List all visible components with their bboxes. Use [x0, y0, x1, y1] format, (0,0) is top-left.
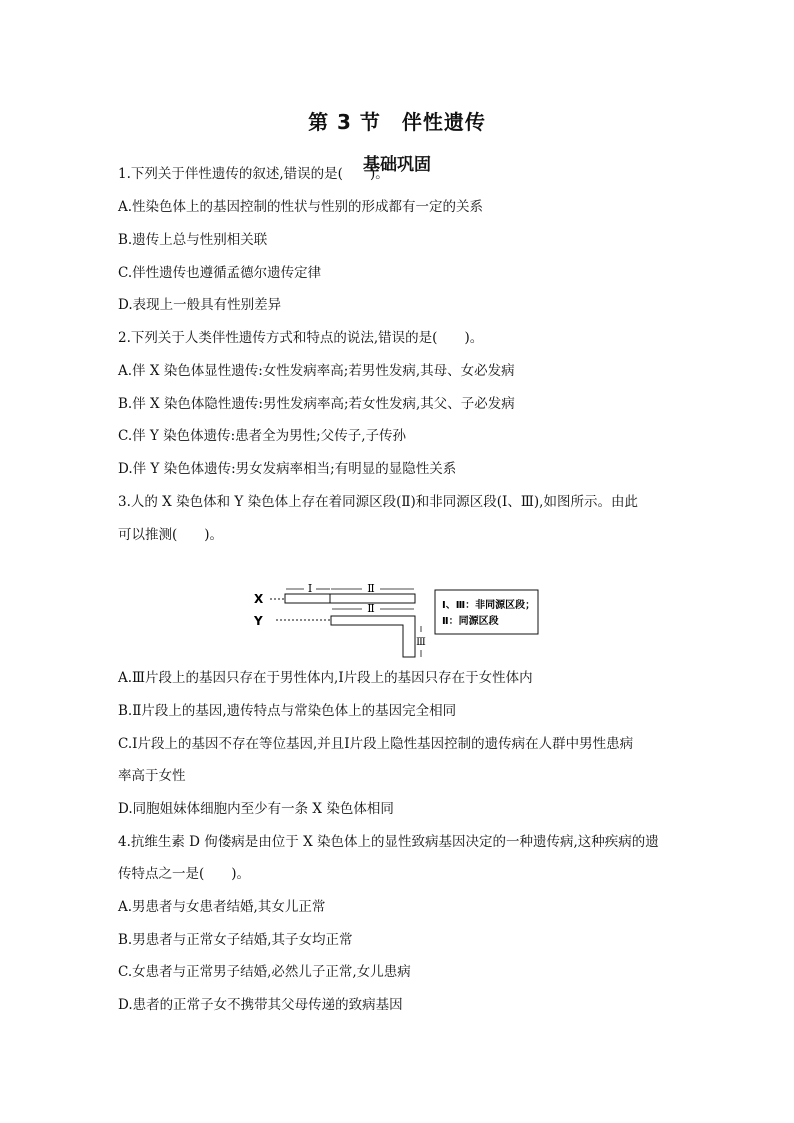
q1-option-b: B.遗传上总与性别相关联 [118, 232, 268, 248]
section-subtitle: 基础巩固 [363, 155, 431, 175]
legend-line-2: Ⅱ：同源区段 [442, 616, 499, 627]
q2-option-c: C.伴 Y 染色体遗传:患者全为男性;父传子,子传孙 [118, 428, 407, 444]
section-title: 第 3 节 伴性遗传 [308, 110, 486, 134]
legend-box [435, 590, 538, 634]
q3-option-d: D.同胞姐妹体细胞内至少有一条 X 染色体相同 [118, 801, 394, 817]
seg1-label: Ⅰ [307, 582, 313, 595]
q3-stem-line1: 3.人的 X 染色体和 Y 染色体上存在着同源区段(Ⅱ)和非同源区段(Ⅰ、Ⅲ),如图所示。由此 [118, 494, 638, 510]
q3-option-c: C.Ⅰ片段上的基因不存在等位基因,并且Ⅰ片段上隐性基因控制的遗传病在人群中男性患病 [118, 736, 634, 752]
q2-option-d: D.伴 Y 染色体遗传:男女发病率相当;有明显的显隐性关系 [118, 461, 457, 477]
x-chromosome-bar [285, 594, 415, 603]
x-chromosome-label: X [254, 592, 264, 606]
q4-stem-line2: 传特点之一是( )。 [118, 866, 251, 882]
q3-option-c-cont: 率高于女性 [118, 768, 186, 784]
q4-option-c: C.女患者与正常男子结婚,必然儿子正常,女儿患病 [118, 964, 411, 980]
q2-option-b: B.伴 X 染色体隐性遗传:男性发病率高;若女性发病,其父、子必发病 [118, 396, 515, 412]
q1-option-d: D.表现上一般具有性别差异 [118, 297, 282, 313]
q1-stem: 1.下列关于伴性遗传的叙述,错误的是( )。 [118, 166, 389, 182]
seg2-x-label: Ⅱ [367, 582, 375, 595]
legend-line-1: Ⅰ、Ⅲ：非同源区段； [442, 600, 536, 611]
q1-option-a: A.性染色体上的基因控制的性状与性别的形成都有一定的关系 [118, 199, 484, 215]
q4-option-a: A.男患者与女患者结婚,其女儿正常 [118, 899, 326, 915]
q4-option-b: B.男患者与正常女子结婚,其子女均正常 [118, 932, 353, 948]
chromosome-diagram [250, 580, 550, 660]
y-chromosome-label: Y [254, 614, 263, 628]
q3-option-a: A.Ⅲ片段上的基因只存在于男性体内,Ⅰ片段上的基因只存在于女性体内 [118, 670, 533, 686]
seg3-label: Ⅲ [416, 637, 426, 648]
q1-option-c: C.伴性遗传也遵循孟德尔遗传定律 [118, 265, 322, 281]
y-chromosome-bar [331, 616, 415, 657]
q3-option-b: B.Ⅱ片段上的基因,遗传特点与常染色体上的基因完全相同 [118, 703, 457, 719]
q2-stem: 2.下列关于人类伴性遗传方式和特点的说法,错误的是( )。 [118, 330, 484, 346]
q2-option-a: A.伴 X 染色体显性遗传:女性发病率高;若男性发病,其母、女必发病 [118, 363, 515, 379]
q3-stem-line2: 可以推测( )。 [118, 527, 224, 543]
q4-option-d: D.患者的正常子女不携带其父母传递的致病基因 [118, 997, 403, 1013]
seg2-y-label: Ⅱ [367, 602, 375, 615]
q4-stem-line1: 4.抗维生素 D 佝偻病是由位于 X 染色体上的显性致病基因决定的一种遗传病,这种疾病的遗 [118, 834, 659, 850]
